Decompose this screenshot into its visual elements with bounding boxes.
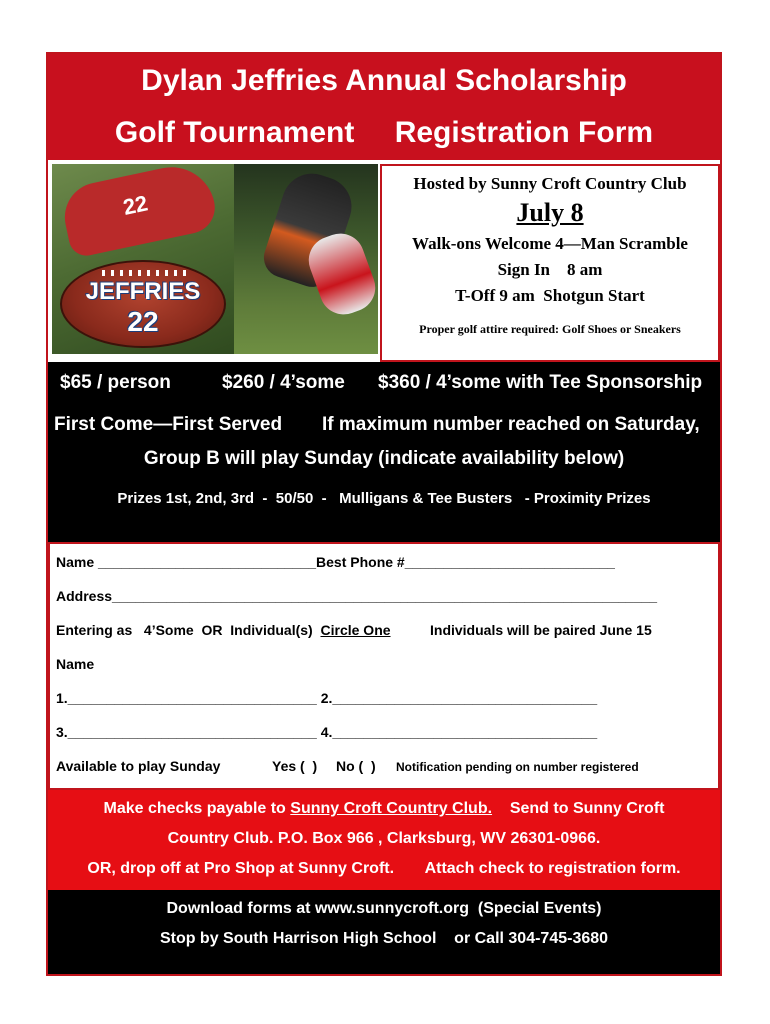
payment-instructions [48,790,720,890]
group-b-note: Group B will play Sunday (indicate availability below) [143,448,625,469]
title-registration-form: Registration Form [394,116,654,149]
photo-left-panel [52,164,234,354]
first-come-note: First Come—First Served [54,414,283,435]
jersey-number: 22 [120,190,150,220]
address-field[interactable]: Address______________________________________________________________________ [56,588,658,604]
football-graphic [60,260,226,348]
title-golf-tournament: Golf Tournament [114,116,355,149]
event-date: July 8 [516,198,584,227]
name-phone-field[interactable]: Name ____________________________Best Phone #___________________________ [56,554,615,570]
entering-as-line [56,622,391,638]
drop-off-note: OR, drop off at Pro Shop at Sunny Croft. Attach check to registration form. [87,860,681,877]
registration-fields [48,542,720,790]
sunday-yes-option[interactable]: Yes ( ) [272,758,318,774]
price-sponsorship: $360 / 4’some with Tee Sponsorship [378,372,703,393]
footer-panel [48,890,720,974]
checks-payable-label: Make checks payable to [103,800,291,817]
paired-note: Individuals will be paired June 15 [430,622,652,638]
title-banner [48,54,720,160]
title-line-1: Dylan Jeffries Annual Scholarship [141,64,627,97]
circle-one-label: Circle One [320,622,391,638]
mailing-address: Country Club. P.O. Box 966 , Clarksburg, WV 26301-0966. [167,830,601,847]
football-laces [102,270,188,276]
names-label: Name [56,656,95,672]
available-sunday-label: Available to play Sunday [56,758,221,774]
tee-off-time: T-Off 9 am Shotgun Start [455,286,645,305]
event-info-box [380,164,720,362]
price-foursome: $260 / 4’some [222,372,345,393]
notification-note: Notification pending on number registered [396,760,639,774]
title-line-2 [48,116,720,150]
checks-payable-line [48,800,720,818]
stop-by-call-note: Stop by South Harrison High School or Call 304-745-3680 [159,930,609,947]
pricing-panel [48,362,720,542]
player-names-1-2[interactable]: 1.________________________________ 2.__________________________________ [56,690,598,706]
sign-in-time: Sign In 8 am [497,260,603,279]
payee-name: Sunny Croft Country Club. [290,800,493,817]
send-to-label: Send to Sunny Croft [492,800,665,817]
download-forms-note: Download forms at www.sunnycroft.org (Special Events) [166,900,602,917]
registration-form-sheet [46,52,722,976]
photo-right-panel [234,164,378,354]
event-format: Walk-ons Welcome 4—Man Scramble [412,234,688,253]
entering-as-label: Entering as 4’Some OR Individual(s) [56,622,321,638]
football-name: JEFFRIES [85,278,201,305]
player-names-3-4[interactable]: 3.________________________________ 4.__________________________________ [56,724,598,740]
max-reached-note: If maximum number reached on Saturday, [322,414,700,435]
attire-note: Proper golf attire required: Golf Shoes or Sneakers [419,322,681,336]
hosted-by: Hosted by Sunny Croft Country Club [413,174,687,193]
price-person: $65 / person [60,372,171,393]
football-number: 22 [127,306,159,337]
prizes-list: Prizes 1st, 2nd, 3rd - 50/50 - Mulligans & Tee Busters - Proximity Prizes [117,490,651,507]
player-celebrating [58,164,219,259]
sunday-no-option[interactable]: No ( ) [336,758,376,774]
football-collage-photo [52,164,378,354]
